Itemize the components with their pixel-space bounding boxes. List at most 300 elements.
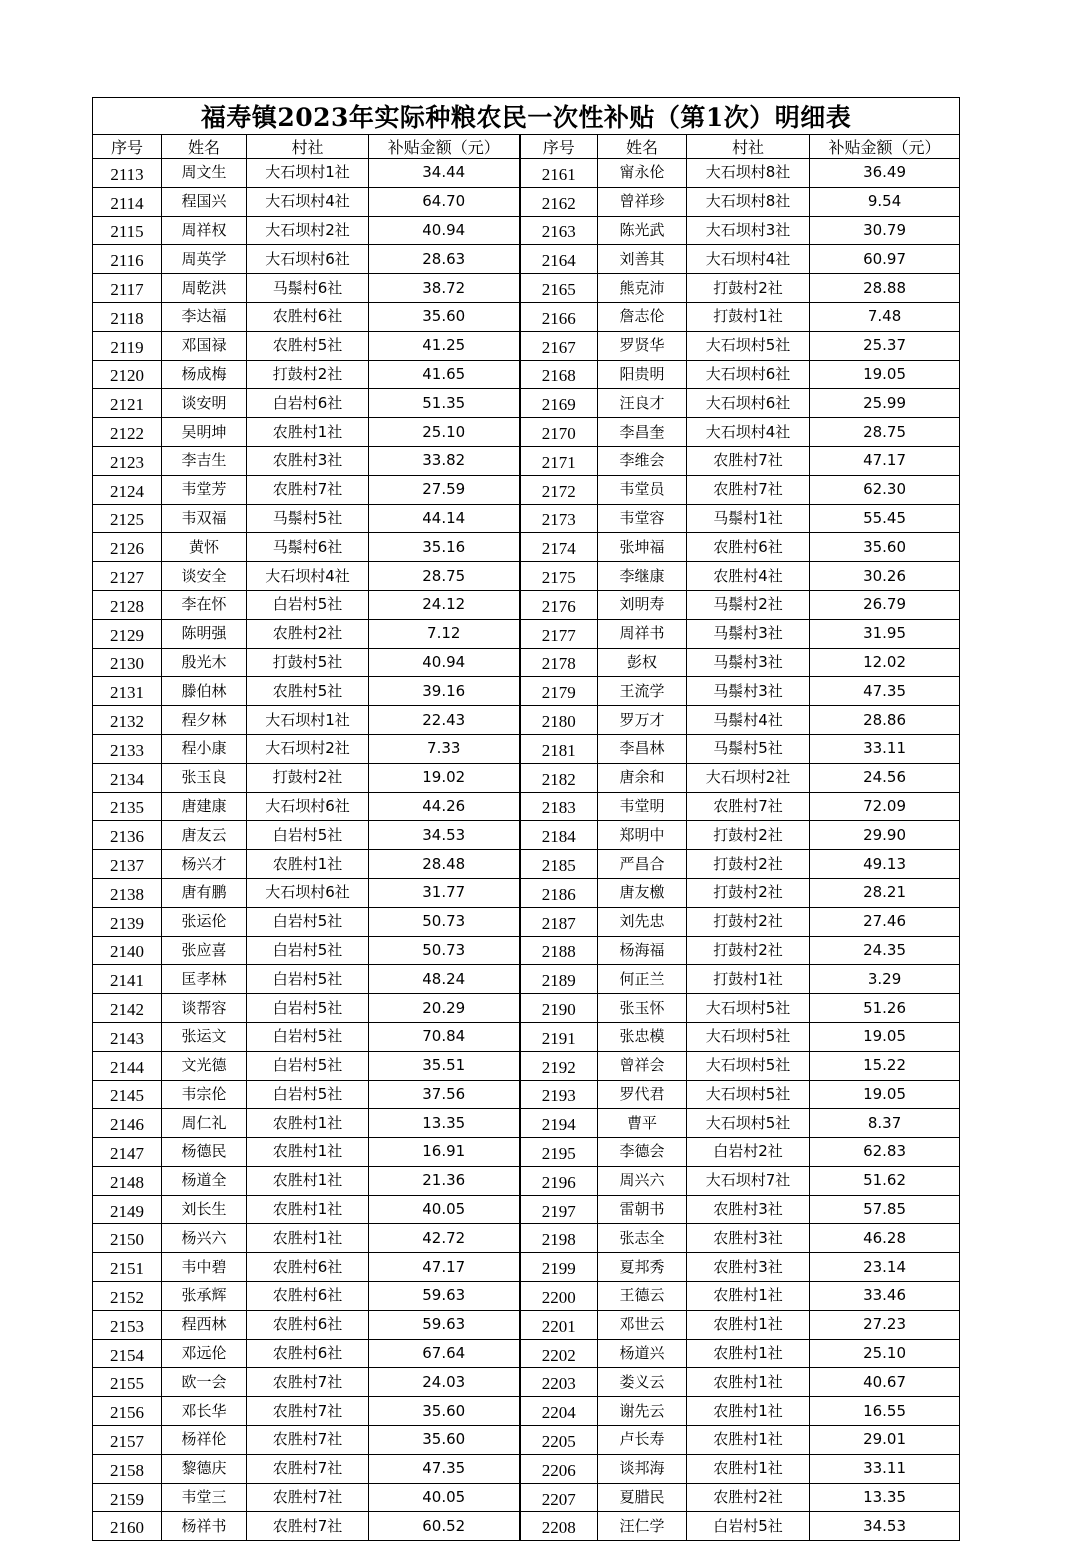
cell-village-right: 打鼓村2社: [687, 907, 810, 936]
cell-village-right: 大石坝村6社: [687, 389, 810, 418]
cell-amount-left: 70.84: [369, 1022, 520, 1051]
cell-amount-left: 48.24: [369, 965, 520, 994]
cell-name-right: 张坤福: [598, 533, 687, 562]
header-seq-right: 序号: [520, 135, 598, 159]
cell-seq-left: 2117: [93, 274, 162, 303]
table-row: [93, 821, 960, 850]
cell-name-right: 谈邦海: [598, 1454, 687, 1483]
cell-seq-right: 2208: [520, 1512, 598, 1541]
cell-village-left: 农胜村6社: [247, 1339, 369, 1368]
header-seq-left: 序号: [93, 135, 162, 159]
cell-amount-right: 29.01: [810, 1426, 960, 1455]
cell-name-right: 郑明中: [598, 821, 687, 850]
cell-seq-left: 2120: [93, 360, 162, 389]
cell-amount-right: 62.30: [810, 475, 960, 504]
cell-amount-left: 27.59: [369, 475, 520, 504]
cell-seq-right: 2202: [520, 1339, 598, 1368]
cell-seq-left: 2155: [93, 1368, 162, 1397]
cell-name-left: 杨德民: [162, 1138, 247, 1167]
cell-amount-left: 22.43: [369, 706, 520, 735]
cell-name-right: 李昌林: [598, 734, 687, 763]
cell-seq-right: 2187: [520, 907, 598, 936]
table-row: [93, 360, 960, 389]
cell-amount-left: 21.36: [369, 1166, 520, 1195]
table-row: [93, 1195, 960, 1224]
table-row: [93, 1426, 960, 1455]
cell-amount-left: 35.16: [369, 533, 520, 562]
table-row: [93, 187, 960, 216]
cell-seq-left: 2143: [93, 1022, 162, 1051]
table-row: [93, 1051, 960, 1080]
cell-seq-right: 2172: [520, 475, 598, 504]
cell-village-right: 农胜村1社: [687, 1368, 810, 1397]
cell-village-left: 白岩村5社: [247, 965, 369, 994]
table-row: [93, 1368, 960, 1397]
cell-amount-left: 20.29: [369, 994, 520, 1023]
table-row: [93, 1253, 960, 1282]
cell-name-left: 周乾洪: [162, 274, 247, 303]
table-row: [93, 302, 960, 331]
cell-village-left: 大石坝村6社: [247, 792, 369, 821]
table-row: [93, 389, 960, 418]
cell-village-left: 打鼓村2社: [247, 360, 369, 389]
table-row: [93, 562, 960, 591]
table-row: [93, 1339, 960, 1368]
cell-amount-left: 40.94: [369, 216, 520, 245]
cell-seq-right: 2194: [520, 1109, 598, 1138]
cell-amount-right: 12.02: [810, 648, 960, 677]
table-row: [93, 706, 960, 735]
cell-amount-right: 30.26: [810, 562, 960, 591]
cell-village-left: 白岩村6社: [247, 389, 369, 418]
cell-village-right: 马鬃村2社: [687, 590, 810, 619]
cell-village-left: 白岩村5社: [247, 936, 369, 965]
cell-amount-left: 41.65: [369, 360, 520, 389]
cell-seq-left: 2145: [93, 1080, 162, 1109]
table-row: [93, 274, 960, 303]
cell-name-left: 杨兴才: [162, 850, 247, 879]
cell-name-right: 邓世云: [598, 1310, 687, 1339]
table-row: [93, 619, 960, 648]
cell-amount-right: 46.28: [810, 1224, 960, 1253]
cell-village-right: 农胜村3社: [687, 1195, 810, 1224]
cell-seq-right: 2193: [520, 1080, 598, 1109]
cell-name-right: 詹志伦: [598, 302, 687, 331]
cell-seq-right: 2186: [520, 878, 598, 907]
table-row: [93, 1138, 960, 1167]
table-row: [93, 648, 960, 677]
cell-seq-left: 2158: [93, 1454, 162, 1483]
cell-village-left: 农胜村1社: [247, 1224, 369, 1253]
cell-amount-right: 72.09: [810, 792, 960, 821]
cell-amount-left: 64.70: [369, 187, 520, 216]
cell-village-right: 农胜村3社: [687, 1224, 810, 1253]
cell-name-left: 邓长华: [162, 1397, 247, 1426]
cell-village-left: 农胜村7社: [247, 1454, 369, 1483]
cell-seq-right: 2185: [520, 850, 598, 879]
cell-amount-right: 25.37: [810, 331, 960, 360]
cell-amount-left: 39.16: [369, 677, 520, 706]
cell-amount-right: 51.26: [810, 994, 960, 1023]
cell-name-left: 杨成梅: [162, 360, 247, 389]
cell-name-left: 邓国禄: [162, 331, 247, 360]
cell-name-right: 曾祥会: [598, 1051, 687, 1080]
cell-seq-right: 2179: [520, 677, 598, 706]
cell-seq-right: 2201: [520, 1310, 598, 1339]
cell-village-right: 大石坝村5社: [687, 994, 810, 1023]
cell-seq-left: 2156: [93, 1397, 162, 1426]
cell-village-right: 大石坝村3社: [687, 216, 810, 245]
cell-name-right: 严昌合: [598, 850, 687, 879]
cell-name-left: 韦双福: [162, 504, 247, 533]
cell-village-left: 农胜村6社: [247, 302, 369, 331]
cell-name-right: 周兴六: [598, 1166, 687, 1195]
cell-name-right: 谢先云: [598, 1397, 687, 1426]
cell-name-right: 刘善其: [598, 245, 687, 274]
cell-village-right: 大石坝村5社: [687, 1051, 810, 1080]
cell-village-right: 打鼓村1社: [687, 965, 810, 994]
cell-seq-left: 2133: [93, 734, 162, 763]
cell-village-right: 马鬃村3社: [687, 619, 810, 648]
cell-name-left: 吴明坤: [162, 418, 247, 447]
cell-village-left: 白岩村5社: [247, 590, 369, 619]
cell-amount-left: 33.82: [369, 446, 520, 475]
cell-name-left: 程夕林: [162, 706, 247, 735]
cell-seq-left: 2119: [93, 331, 162, 360]
cell-seq-left: 2126: [93, 533, 162, 562]
cell-amount-left: 13.35: [369, 1109, 520, 1138]
cell-amount-right: 9.54: [810, 187, 960, 216]
table-row: [93, 792, 960, 821]
table-row: [93, 907, 960, 936]
cell-amount-left: 47.17: [369, 1253, 520, 1282]
cell-village-right: 大石坝村2社: [687, 763, 810, 792]
cell-village-right: 打鼓村2社: [687, 821, 810, 850]
cell-name-right: 刘明寿: [598, 590, 687, 619]
cell-name-left: 张运伦: [162, 907, 247, 936]
cell-amount-right: 27.46: [810, 907, 960, 936]
cell-amount-right: 47.35: [810, 677, 960, 706]
cell-name-right: 罗贤华: [598, 331, 687, 360]
cell-amount-left: 40.94: [369, 648, 520, 677]
table-row: [93, 994, 960, 1023]
cell-seq-right: 2169: [520, 389, 598, 418]
cell-village-left: 农胜村5社: [247, 331, 369, 360]
cell-seq-left: 2116: [93, 245, 162, 274]
cell-seq-left: 2136: [93, 821, 162, 850]
cell-name-right: 周祥书: [598, 619, 687, 648]
cell-amount-right: 31.95: [810, 619, 960, 648]
cell-village-right: 大石坝村4社: [687, 418, 810, 447]
cell-name-left: 谈安全: [162, 562, 247, 591]
cell-village-right: 打鼓村2社: [687, 274, 810, 303]
cell-seq-left: 2144: [93, 1051, 162, 1080]
table-row: [93, 418, 960, 447]
cell-seq-right: 2196: [520, 1166, 598, 1195]
cell-seq-left: 2151: [93, 1253, 162, 1282]
cell-seq-left: 2159: [93, 1483, 162, 1512]
cell-amount-right: 60.97: [810, 245, 960, 274]
cell-village-left: 农胜村7社: [247, 475, 369, 504]
cell-amount-right: 28.88: [810, 274, 960, 303]
cell-seq-left: 2157: [93, 1426, 162, 1455]
cell-seq-left: 2122: [93, 418, 162, 447]
cell-seq-right: 2165: [520, 274, 598, 303]
table-row: [93, 245, 960, 274]
cell-seq-right: 2184: [520, 821, 598, 850]
cell-amount-left: 40.05: [369, 1195, 520, 1224]
table-row: [93, 763, 960, 792]
cell-name-left: 唐友云: [162, 821, 247, 850]
cell-village-right: 白岩村2社: [687, 1138, 810, 1167]
cell-name-left: 张承辉: [162, 1282, 247, 1311]
cell-amount-left: 35.60: [369, 302, 520, 331]
cell-name-left: 唐有鹏: [162, 878, 247, 907]
cell-village-left: 打鼓村2社: [247, 763, 369, 792]
header-village-left: 村社: [247, 135, 369, 159]
cell-name-left: 程小康: [162, 734, 247, 763]
cell-amount-left: 59.63: [369, 1282, 520, 1311]
cell-village-right: 马鬃村3社: [687, 677, 810, 706]
table-row: [93, 1512, 960, 1541]
cell-seq-right: 2170: [520, 418, 598, 447]
cell-name-left: 匡孝林: [162, 965, 247, 994]
cell-village-left: 农胜村1社: [247, 1166, 369, 1195]
cell-name-right: 汪良才: [598, 389, 687, 418]
cell-village-left: 农胜村3社: [247, 446, 369, 475]
cell-name-right: 曹平: [598, 1109, 687, 1138]
cell-seq-left: 2134: [93, 763, 162, 792]
cell-amount-right: 28.75: [810, 418, 960, 447]
cell-village-right: 农胜村1社: [687, 1339, 810, 1368]
table-row: [93, 1397, 960, 1426]
cell-seq-right: 2195: [520, 1138, 598, 1167]
cell-seq-left: 2137: [93, 850, 162, 879]
cell-name-left: 周英学: [162, 245, 247, 274]
cell-seq-right: 2189: [520, 965, 598, 994]
cell-village-right: 打鼓村1社: [687, 302, 810, 331]
cell-seq-right: 2171: [520, 446, 598, 475]
cell-seq-right: 2200: [520, 1282, 598, 1311]
cell-village-right: 马鬃村5社: [687, 734, 810, 763]
table-row: [93, 1022, 960, 1051]
cell-seq-left: 2140: [93, 936, 162, 965]
cell-village-left: 大石坝村2社: [247, 734, 369, 763]
cell-amount-right: 16.55: [810, 1397, 960, 1426]
cell-amount-right: 15.22: [810, 1051, 960, 1080]
cell-amount-right: 33.11: [810, 734, 960, 763]
cell-village-right: 农胜村1社: [687, 1454, 810, 1483]
table-row: [93, 590, 960, 619]
header-name-left: 姓名: [162, 135, 247, 159]
cell-village-left: 大石坝村6社: [247, 245, 369, 274]
cell-village-left: 白岩村5社: [247, 994, 369, 1023]
cell-village-right: 大石坝村4社: [687, 245, 810, 274]
cell-village-right: 大石坝村8社: [687, 159, 810, 188]
cell-seq-left: 2127: [93, 562, 162, 591]
cell-amount-left: 60.52: [369, 1512, 520, 1541]
cell-amount-left: 35.60: [369, 1426, 520, 1455]
cell-seq-left: 2131: [93, 677, 162, 706]
cell-amount-left: 25.10: [369, 418, 520, 447]
cell-seq-right: 2176: [520, 590, 598, 619]
cell-name-left: 谈帮容: [162, 994, 247, 1023]
cell-seq-left: 2148: [93, 1166, 162, 1195]
cell-village-left: 马鬃村6社: [247, 274, 369, 303]
cell-name-left: 程国兴: [162, 187, 247, 216]
cell-name-left: 文光德: [162, 1051, 247, 1080]
table-row: [93, 734, 960, 763]
cell-name-left: 殷光木: [162, 648, 247, 677]
cell-name-left: 程西林: [162, 1310, 247, 1339]
cell-village-left: 农胜村7社: [247, 1512, 369, 1541]
cell-seq-left: 2142: [93, 994, 162, 1023]
cell-name-right: 李维会: [598, 446, 687, 475]
cell-name-right: 唐友檄: [598, 878, 687, 907]
cell-village-right: 打鼓村2社: [687, 878, 810, 907]
cell-name-right: 曾祥珍: [598, 187, 687, 216]
cell-seq-right: 2174: [520, 533, 598, 562]
cell-village-right: 马鬃村3社: [687, 648, 810, 677]
cell-seq-left: 2153: [93, 1310, 162, 1339]
table-row: [93, 533, 960, 562]
table-row: [93, 1224, 960, 1253]
cell-seq-right: 2183: [520, 792, 598, 821]
cell-amount-left: 40.05: [369, 1483, 520, 1512]
table-body: [93, 159, 960, 1541]
cell-amount-right: 33.11: [810, 1454, 960, 1483]
cell-village-right: 农胜村7社: [687, 792, 810, 821]
cell-village-right: 农胜村7社: [687, 446, 810, 475]
cell-name-right: 韦堂容: [598, 504, 687, 533]
cell-amount-left: 51.35: [369, 389, 520, 418]
cell-amount-left: 47.35: [369, 1454, 520, 1483]
cell-amount-right: 28.86: [810, 706, 960, 735]
cell-name-right: 张忠模: [598, 1022, 687, 1051]
cell-seq-left: 2114: [93, 187, 162, 216]
cell-name-right: 杨海福: [598, 936, 687, 965]
cell-village-left: 农胜村7社: [247, 1368, 369, 1397]
cell-amount-left: 16.91: [369, 1138, 520, 1167]
cell-amount-right: 62.83: [810, 1138, 960, 1167]
table-row: [93, 331, 960, 360]
cell-seq-left: 2160: [93, 1512, 162, 1541]
cell-village-right: 农胜村3社: [687, 1253, 810, 1282]
cell-amount-left: 24.12: [369, 590, 520, 619]
table-row: [93, 1282, 960, 1311]
cell-amount-right: 36.49: [810, 159, 960, 188]
cell-village-left: 农胜村1社: [247, 850, 369, 879]
cell-amount-right: 28.21: [810, 878, 960, 907]
table-row: [93, 850, 960, 879]
cell-seq-right: 2180: [520, 706, 598, 735]
cell-seq-left: 2115: [93, 216, 162, 245]
cell-seq-right: 2168: [520, 360, 598, 389]
table-row: [93, 504, 960, 533]
cell-village-right: 农胜村7社: [687, 475, 810, 504]
cell-amount-left: 37.56: [369, 1080, 520, 1109]
cell-name-left: 刘长生: [162, 1195, 247, 1224]
cell-amount-left: 59.63: [369, 1310, 520, 1339]
cell-amount-left: 42.72: [369, 1224, 520, 1253]
cell-name-right: 韦堂明: [598, 792, 687, 821]
cell-village-left: 马鬃村6社: [247, 533, 369, 562]
cell-village-right: 大石坝村7社: [687, 1166, 810, 1195]
cell-name-right: 夏腊民: [598, 1483, 687, 1512]
cell-village-left: 大石坝村6社: [247, 878, 369, 907]
cell-amount-left: 44.14: [369, 504, 520, 533]
cell-seq-right: 2164: [520, 245, 598, 274]
table-row: [93, 1310, 960, 1339]
cell-name-left: 杨祥书: [162, 1512, 247, 1541]
cell-name-left: 李达福: [162, 302, 247, 331]
cell-seq-right: 2188: [520, 936, 598, 965]
cell-name-right: 汪仁学: [598, 1512, 687, 1541]
cell-village-left: 农胜村7社: [247, 1483, 369, 1512]
header-row: [93, 135, 960, 159]
cell-village-right: 农胜村1社: [687, 1397, 810, 1426]
cell-village-right: 大石坝村5社: [687, 1080, 810, 1109]
table-row: [93, 1109, 960, 1138]
cell-seq-right: 2199: [520, 1253, 598, 1282]
cell-amount-right: 35.60: [810, 533, 960, 562]
cell-village-right: 大石坝村5社: [687, 1022, 810, 1051]
cell-seq-right: 2207: [520, 1483, 598, 1512]
cell-village-right: 大石坝村5社: [687, 331, 810, 360]
cell-name-left: 黎德庆: [162, 1454, 247, 1483]
cell-name-left: 滕伯林: [162, 677, 247, 706]
cell-name-left: 谈安明: [162, 389, 247, 418]
cell-amount-right: 30.79: [810, 216, 960, 245]
header-amount-right: 补贴金额（元）: [810, 135, 960, 159]
cell-amount-right: 23.14: [810, 1253, 960, 1282]
cell-village-right: 农胜村1社: [687, 1426, 810, 1455]
table-row: [93, 1454, 960, 1483]
cell-amount-right: 25.10: [810, 1339, 960, 1368]
cell-seq-right: 2190: [520, 994, 598, 1023]
cell-amount-right: 29.90: [810, 821, 960, 850]
cell-name-right: 娄义云: [598, 1368, 687, 1397]
cell-amount-left: 41.25: [369, 331, 520, 360]
cell-name-left: 唐建康: [162, 792, 247, 821]
cell-name-right: 彭权: [598, 648, 687, 677]
cell-amount-right: 51.62: [810, 1166, 960, 1195]
cell-amount-right: 19.05: [810, 360, 960, 389]
cell-name-right: 张玉怀: [598, 994, 687, 1023]
cell-village-right: 农胜村4社: [687, 562, 810, 591]
cell-amount-left: 28.75: [369, 562, 520, 591]
cell-seq-right: 2198: [520, 1224, 598, 1253]
table-title: 福寿镇2023年实际种粮农民一次性补贴（第1次）明细表: [93, 98, 960, 135]
cell-village-left: 大石坝村1社: [247, 706, 369, 735]
table-row: [93, 446, 960, 475]
cell-seq-left: 2135: [93, 792, 162, 821]
cell-village-left: 农胜村1社: [247, 1138, 369, 1167]
cell-name-left: 邓远伦: [162, 1339, 247, 1368]
cell-name-left: 张应喜: [162, 936, 247, 965]
cell-seq-right: 2192: [520, 1051, 598, 1080]
cell-village-right: 农胜村6社: [687, 533, 810, 562]
cell-name-right: 李昌奎: [598, 418, 687, 447]
cell-name-left: 周文生: [162, 159, 247, 188]
cell-name-right: 雷朝书: [598, 1195, 687, 1224]
cell-seq-left: 2123: [93, 446, 162, 475]
cell-village-left: 农胜村1社: [247, 1109, 369, 1138]
cell-village-left: 打鼓村5社: [247, 648, 369, 677]
cell-seq-right: 2178: [520, 648, 598, 677]
cell-amount-left: 31.77: [369, 878, 520, 907]
cell-name-right: 韦堂员: [598, 475, 687, 504]
